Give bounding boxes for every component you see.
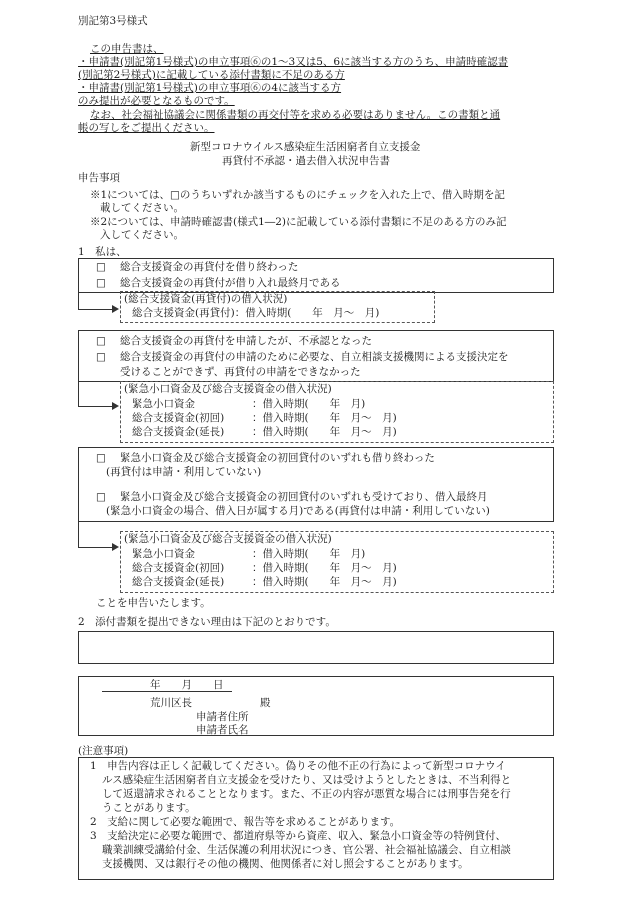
loan-row-name: 総合支援資金(初回) [132, 412, 225, 424]
declaration: ことを申告いたします。 [96, 597, 211, 609]
intro-line: この申告書は、 [90, 43, 164, 55]
item-2-label: 2 添付書類を提出できない理由は下記のとおりです。 [78, 616, 336, 628]
checkbox-g1-opt1[interactable]: □ [96, 261, 106, 273]
g1-option-2: 総合支援資金の再貸付が借り入れ最終月である [120, 277, 341, 289]
g3-option-1: 緊急小口資金及び総合支援資金の初回貸付のいずれも借り終わった [120, 452, 435, 464]
loan-row-name: 緊急小口資金 [132, 398, 195, 410]
loan-row-name: 総合支援資金(初回) [132, 562, 225, 574]
note-line: 3 支給決定に必要な範囲で、都道府県等から資産、収入、緊急小口資金等の特例貸付、 [90, 830, 506, 842]
intro-line: ・申請書(別記第1号様式)の申立事項⑥の4に該当する方 [78, 82, 342, 94]
note-line: して返還請求されることとなります。また、不正の内容が悪質な場合には刑事告発を行 [102, 788, 511, 800]
honorific: 殿 [260, 697, 271, 709]
intro-line: 帳の写しをご提出ください。 [78, 122, 215, 134]
form-number: 別記第3号様式 [78, 15, 148, 27]
note-line: うことがあります。 [102, 802, 196, 814]
loan-row-period: ：借入時期( 年 月～ 月) [252, 412, 397, 424]
item-1-label: 1 私は、 [78, 246, 127, 258]
date-underline [102, 691, 232, 692]
loan-row-period: ：借入時期( 年 月～ 月) [252, 562, 397, 574]
intro-line: (別記第2号様式)に記載している添付書類に不足のある方 [78, 69, 345, 81]
section-heading: 申告事項 [78, 172, 120, 184]
loan-row-period: ：借入時期( 年 月～ 月) [252, 576, 397, 588]
g3-box-title: (緊急小口資金及び総合支援資金の借入状況) [124, 533, 332, 545]
notes-heading: (注意事項) [78, 745, 129, 757]
g1-option-1: 総合支援資金の再貸付を借り終わった [120, 261, 299, 273]
reason-input[interactable] [78, 631, 554, 664]
note-line: 1 申告内容は正しく記載してください。偽りその他不正の行為によって新型コロナウイ [90, 760, 506, 772]
checkbox-g2-opt2[interactable]: □ [96, 351, 106, 363]
note-line: 2 支給に関して必要な範囲で、報告等を求めることがあります。 [90, 816, 401, 828]
note-line: ルス感染症生活困窮者自立支援金を受けたり、又は受けようとしたときは、不当利得と [102, 774, 512, 786]
addressee: 荒川区長 [150, 697, 192, 709]
document-title: 新型コロナウイルス感染症生活困窮者自立支援金 [190, 141, 421, 153]
checkbox-g3-opt1[interactable]: □ [96, 452, 106, 464]
note-1-cont: 載してください。 [100, 202, 184, 214]
arrow-icon [112, 305, 119, 313]
g3-option-2-cont: (緊急小口資金の場合、借入日が属する月)である(再貸付は申請・利用していない) [106, 505, 490, 517]
g2-option-1: 総合支援資金の再貸付を申請したが、不承認となった [120, 335, 372, 347]
intro-line: なお、社会福祉協議会に関係書類の再交付等を求める必要はありません。この書類と通 [90, 109, 501, 121]
loan-row-period: ：借入時期( 年 月) [252, 398, 366, 410]
loan-row-period: ：借入時期( 年 月～ 月) [252, 426, 397, 438]
intro-line: のみ提出が必要となるものです。 [78, 95, 235, 107]
applicant-address-label: 申請者住所 [196, 711, 249, 723]
checkbox-g3-opt2[interactable]: □ [96, 491, 106, 503]
g2-option-2: 総合支援資金の再貸付の申請のために必要な、自立相談支援機関による支援決定を [120, 351, 509, 363]
g2-box-title: (緊急小口資金及び総合支援資金の借入状況) [124, 383, 332, 395]
loan-row-period: ：借入時期( 年 月) [252, 548, 366, 560]
checkbox-g1-opt2[interactable]: □ [96, 277, 106, 289]
loan-row-name: 緊急小口資金 [132, 548, 195, 560]
g2-option-2-cont: 受けることができず、再貸付の申請をできなかった [120, 366, 361, 378]
g1-row: 総合支援資金(再貸付)：借入時期( 年 月～ 月) [132, 307, 380, 319]
date-field[interactable]: 年 月 日 [150, 679, 224, 691]
document-subtitle: 再貸付不承認・過去借入状況申告書 [222, 155, 390, 167]
arrow-icon [112, 543, 119, 551]
note-line: 職業訓練受講給付金、生活保護の利用状況につき、官公署、社会福祉協議会、自立相談 [102, 844, 511, 856]
applicant-name-label: 申請者氏名 [196, 724, 249, 736]
note-line: 支援機関、又は銀行その他の機関、他関係者に対し照会することがあります。 [102, 858, 469, 870]
g3-option-2: 緊急小口資金及び総合支援資金の初回貸付のいずれも受けており、借入最終月 [120, 491, 488, 503]
loan-row-name: 総合支援資金(延長) [132, 576, 225, 588]
g1-box-title: (総合支援資金(再貸付)の借入状況) [124, 293, 288, 305]
arrow-icon [112, 402, 119, 410]
loan-row-name: 総合支援資金(延長) [132, 426, 225, 438]
checkbox-g2-opt1[interactable]: □ [96, 335, 106, 347]
intro-line: ・申請書(別記第1号様式)の申立事項⑥の1～3又は5、6に該当する方のうち、申請時確認書 [78, 56, 509, 68]
g3-option-1-cont: (再貸付は申請・利用していない) [106, 466, 262, 478]
note-2-cont: 入してください。 [100, 229, 184, 241]
note-2: ※2については、申請時確認書(様式1―2)に記載している添付書類に不足のある方のみ記 [90, 216, 507, 228]
note-1: ※1については、□のうちいずれか該当するものにチェックを入れた上で、借入時期を記 [90, 189, 505, 201]
